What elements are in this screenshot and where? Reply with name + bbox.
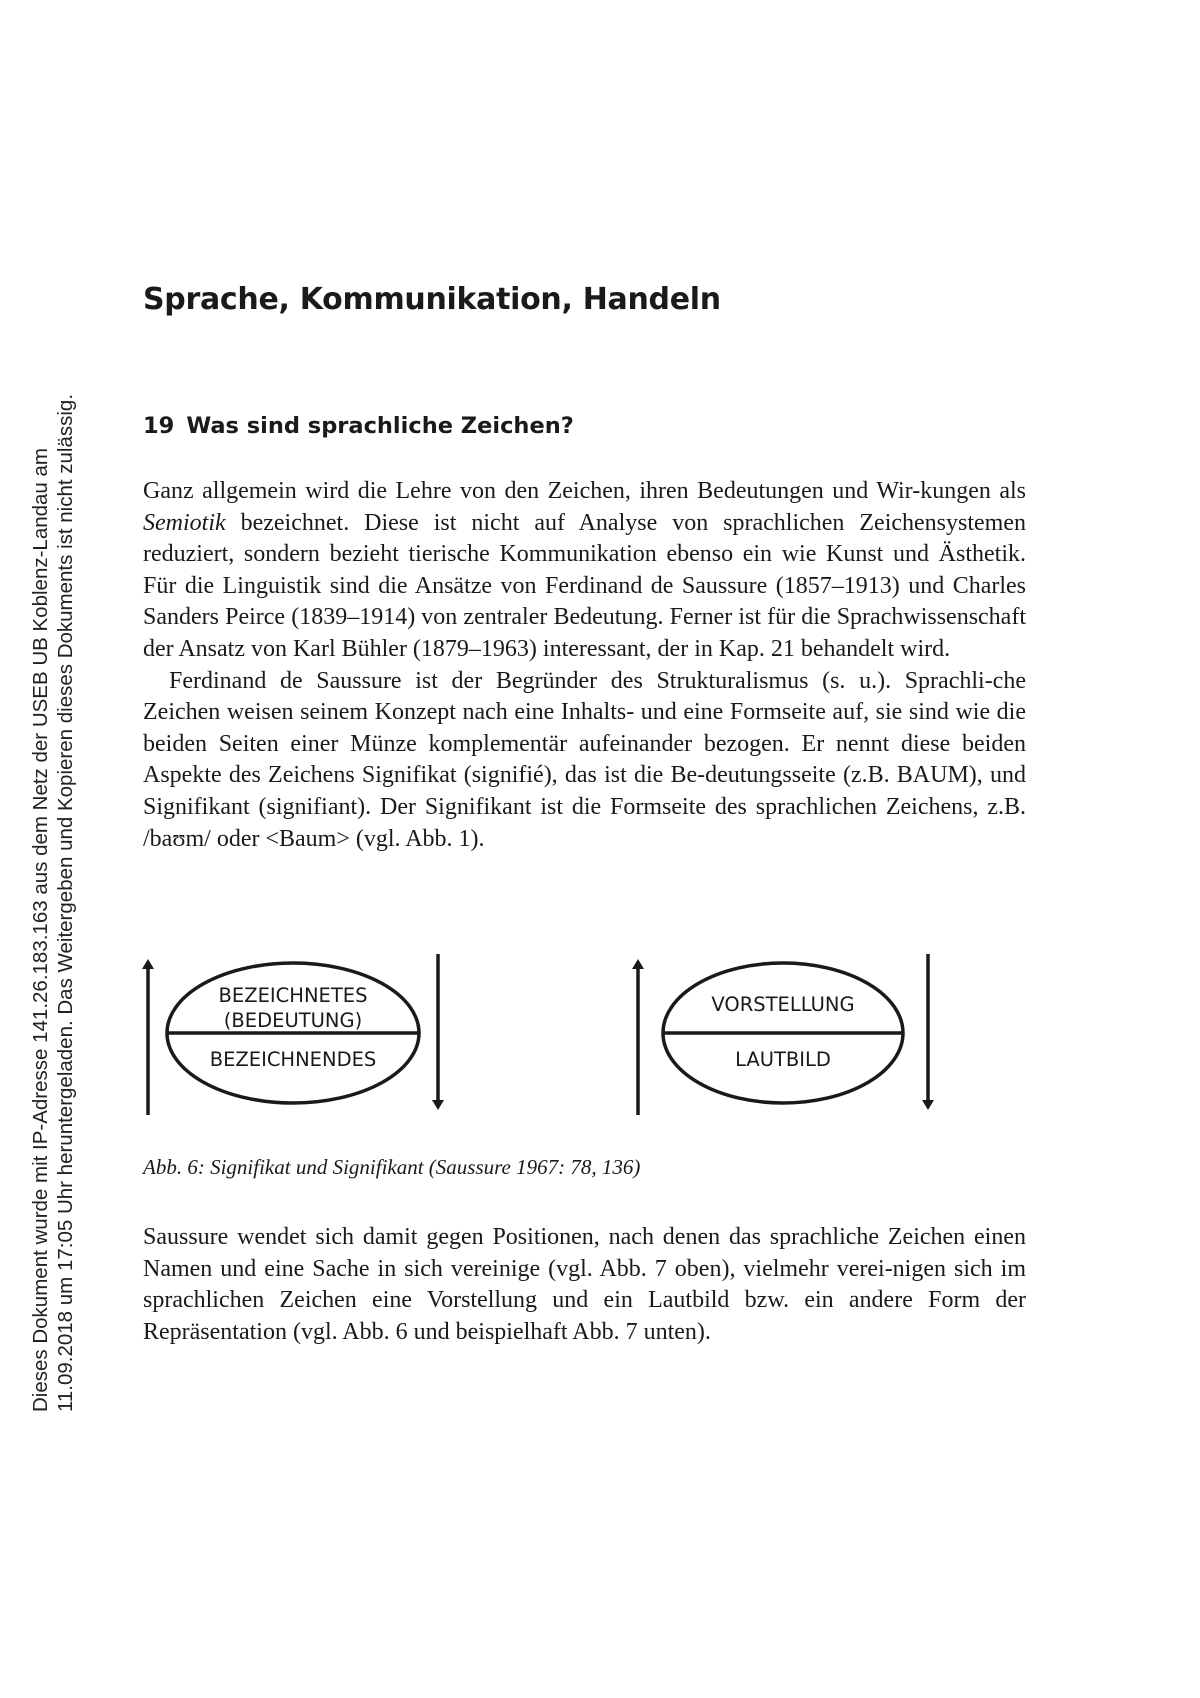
label-bedeutung: (BEDEUTUNG) [223,1009,363,1032]
section-title: Was sind sprachliche Zeichen? [186,413,574,439]
paragraph-semiotik [143,476,1026,666]
label-lautbild: LAUTBILD [735,1048,831,1071]
section-number: 19 [143,413,175,439]
figure-caption: Abb. 6: Signifikat und Signifikant (Saussure 1967: 78, 136) [143,1155,641,1179]
left-sign-model [148,954,438,1115]
term-semiotik: Semiotik [143,509,226,536]
paragraph1-text-start: Ganz allgemein wird die Lehre von den Zeichen, ihren Bedeutungen und Wir-kungen als [143,478,1026,504]
paragraph-saussure: Ferdinand de Saussure ist der Begründer des Strukturalismus (s. u.). Sprachli-che Zeichen weisen seinem Konzept nach eine Inhalts- und eine Formseite auf, sie sind wie die beiden Seiten einer Münze komplementär aufeinander bezogen. Er nennt diese beiden Aspekte des Zeichens Signifikat (signifié), das ist die Be-deutungsseite (z.B. BAUM), und Signifikant (signifiant). Der Signifikant ist die Formseite des sprachlichen Zeichens, z.B. /baʊm/ oder <Baum> (vgl. Abb. 1). [143,667,1026,852]
download-watermark: Dieses Dokument wurde mit IP-Adresse 141.26.183.163 aus dem Netz der USEB UB Koblenz-Landau am 11.09.2018 um 17:05 Uhr heruntergeladen. Das Weitergeben und Kopieren dieses Dokuments ist nicht zulässig. [29,393,77,1412]
label-bezeichnendes: BEZEICHNENDES [209,1048,377,1071]
paragraph-positionen: Saussure wendet sich damit gegen Positionen, nach denen das sprachliche Zeichen einen Namen und eine Sache in sich vereinige (vgl. Abb. 7 oben), vielmehr verei-nigen sich im sprachlichen Zeichen eine Vorstellung und ein Lautbild bzw. ein andere Form der Repräsentation (vgl. Abb. 6 und beispielhaft Abb. 7 unten). [143,1224,1026,1345]
saussure-sign-diagram [0,950,1200,1130]
body-block-intro [143,476,1026,855]
body-block-conclusion [143,1222,1026,1348]
paragraph1-text-end: bezeichnet. Diese ist nicht auf Analyse von sprachlichen Zeichensystemen reduziert, sondern bezieht tierische Kommunikation ebenso ein wie Kunst und Ästhetik. Für die Linguistik sind die Ansätze von Ferdinand de Saussure (1857–1913) und Charles Sanders Peirce (1839–1914) von zentraler Bedeutung. Ferner ist für die Sprachwissenschaft der Ansatz von Karl Bühler (1879–1963) interessant, der in Kap. 21 behandelt wird. [143,509,1026,662]
page-title: Sprache, Kommunikation, Handeln [143,282,721,317]
section-heading [143,413,574,439]
right-sign-model [638,954,928,1115]
label-vorstellung: VORSTELLUNG [711,993,855,1016]
label-bezeichnetes: BEZEICHNETES [218,984,368,1007]
